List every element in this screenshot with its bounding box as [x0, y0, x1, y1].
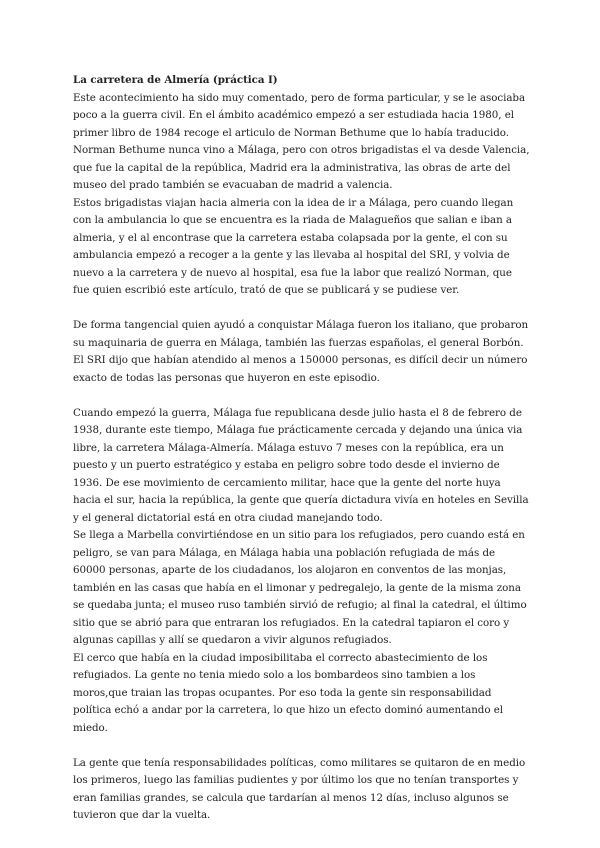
paragraph-spacer [73, 300, 530, 318]
paragraph-7: El cerco que había en la ciudad imposibilitaba el correcto abastecimiento de los refugiados. La gente no tenia miedo solo a los bombardeos sino tambien a los moros,que traian las tropas ocupantes. Por eso toda la gente sin responsabilidad política echó a andar por la carretera, lo que hizo un efecto dominó aumentando el miedo. [73, 651, 503, 734]
paragraph-3: Estos brigadistas viajan hacia almeria con la idea de ir a Málaga, pero cuando llegan con la ambulancia lo que se encuentra es la riada de Malagueños que salian e iban a almeria, y el al encontrase que la carretera estaba colapsada por la gente, el con su ambulancia empezó a recoger a la gente y las llevaba al hospital del SRI, y volvia de nuevo a la carretera y de nuevo al hospital, esa fue la labor que realizó Norman, que fue quien escribió este artículo, trató de que se publicará y se pudiese ver. [73, 196, 514, 296]
paragraph-2: Norman Bethume nunca vino a Málaga, pero con otros brigadistas el va desde Valencia, que fue la capital de la república, Madrid era la administrativa, las obras de arte del museo del prado también se evacuaban de madrid a valencia. [73, 144, 530, 191]
paragraph-5: Cuando empezó la guerra, Málaga fue republicana desde julio hasta el 8 de febrero de 1938, durante este tiempo, Málaga fue prácticamente cercada y dejando una única via libre, la carretera Málaga-Almería. Málaga estuvo 7 meses con la república, era un puesto y un puerto estratégico y estaba en peligro sobre todo desde el invierno de 1936. De ese movimiento de cercamiento militar, hace que la gente del norte huya hacia el sur, hacia la república, la gente que quería dictadura vivía en hoteles en Sevilla y el general dictatorial está en otra ciudad manejando todo. [73, 406, 529, 524]
paragraph-spacer [73, 387, 530, 405]
paragraph-8: La gente que tenía responsabilidades políticas, como militares se quitaron de en medio los primeros, luego las familias pudientes y por último los que no tenían transportes y eran familias grandes, se calcula que tardarían al menos 12 días, incluso algunos se tuvieron que dar la vuelta. [73, 756, 526, 821]
document-title: La carretera de Almería (práctica I) [73, 74, 278, 86]
paragraph-6: Se llega a Marbella convirtiéndose en un sitio para los refugiados, pero cuando está en peligro, se van para Málaga, en Málaga habia una población refugiada de más de 60000 personas, aparte de los ciudadanos, los alojaron en conventos de las monjas, también en las casas que había en el limonar y pedregalejo, la gente de la misma zona se quedaba junta; el museo ruso también sirvió de refugio; al final la catedral, el último sitio que se abrió para que entraran los refugiados. En la catedral tapiaron el coro y algunas capillas y allí se quedaron a vivir algunos refugiados. [73, 529, 527, 646]
document-body [73, 72, 530, 825]
paragraph-4: De forma tangencial quien ayudó a conquistar Málaga fueron los italiano, que probaron su maquinaria de guerra en Málaga, también las fuerzas españolas, el general Borbón. El SRI dijo que habían atendido al menos a 150000 personas, es difícil decir un número exacto de todas las personas que huyeron en este episodio. [73, 319, 529, 384]
paragraph-1: Este acontecimiento ha sido muy comentado, pero de forma particular, y se le asociaba poco a la guerra civil. En el ámbito académico empezó a ser estudiada hacia 1980, el primer libro de 1984 recoge el articulo de Norman Bethume que lo había traducido. [73, 91, 526, 139]
paragraph-spacer [73, 737, 530, 755]
